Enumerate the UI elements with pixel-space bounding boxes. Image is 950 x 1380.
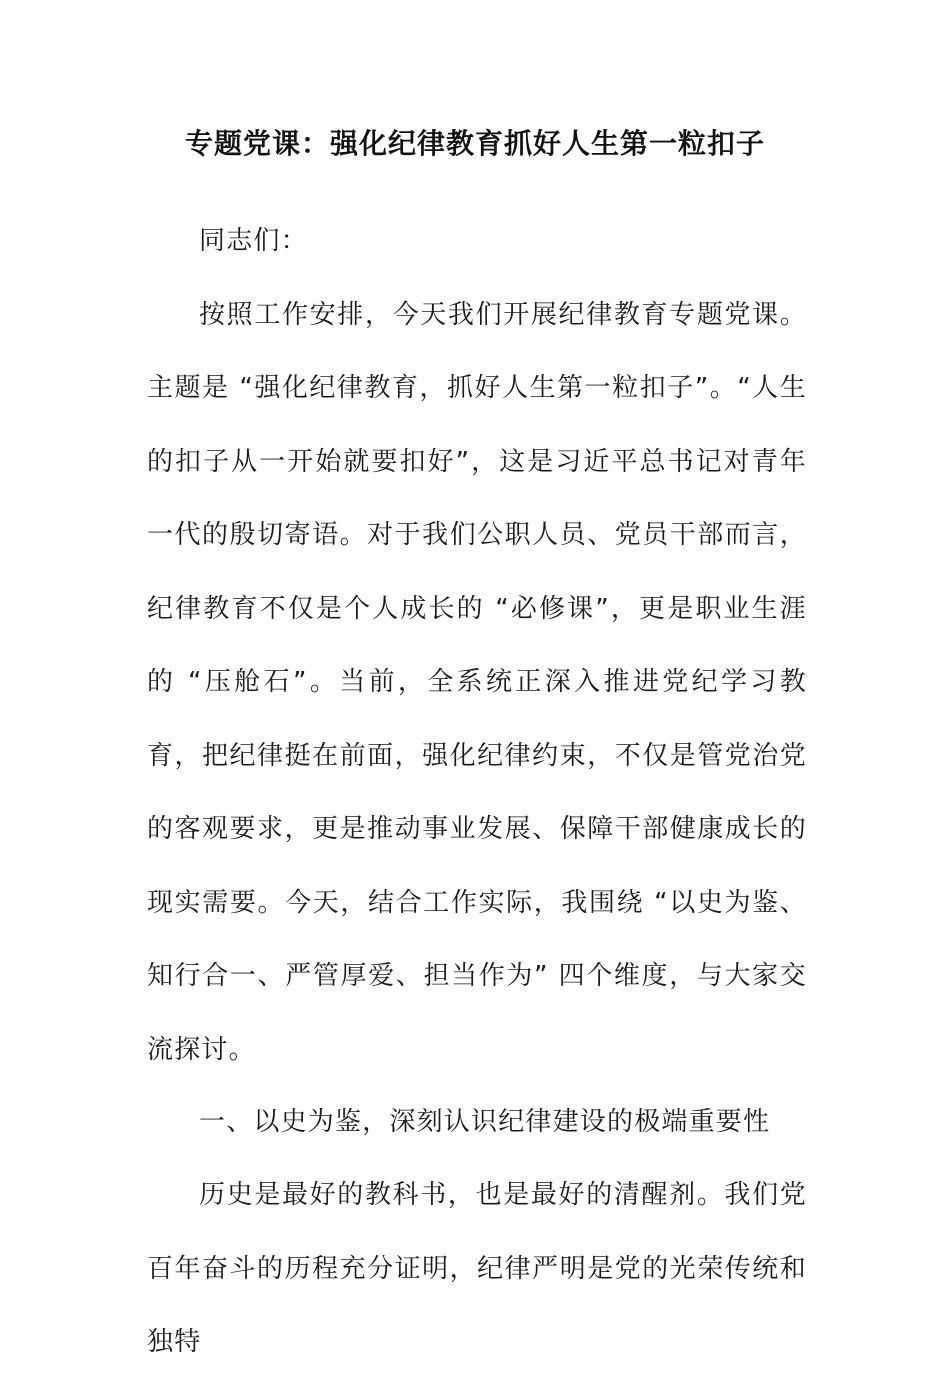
paragraph-intro: 按照工作安排，今天我们开展纪律教育专题党课。主题是 “强化纪律教育，抓好人生第一粒扣子”。“人生的扣子从一开始就要扣好”，这是习近平总书记对青年一代的殷切寄语。对于我们公职人员、党员干部而言，纪律教育不仅是个人成长的 “必修课”，更是职业生涯的 “压舱石”。当前，全系统正深入推进党纪学习教育，把纪律挺在前面，强化纪律约束，不仅是管党治党的客观要求，更是推动事业发展、保障干部健康成长的现实需要。今天，结合工作实际，我围绕 “以史为鉴、知行合一、严管厚爱、担当作为” 四个维度，与大家交流探讨。 bbox=[147, 299, 807, 1065]
document-title: 专题党课：强化纪律教育抓好人生第一粒扣子 bbox=[184, 127, 765, 160]
salutation: 同志们： bbox=[199, 226, 308, 256]
document-body bbox=[147, 205, 807, 1380]
section-heading: 一、以史为鉴，深刻认识纪律建设的极端重要性 bbox=[199, 1107, 771, 1137]
paragraph-section-1: 历史是最好的教科书，也是最好的清醒剂。我们党百年奋斗的历程充分证明，纪律严明是党的光荣传统和独特 bbox=[147, 1180, 807, 1357]
